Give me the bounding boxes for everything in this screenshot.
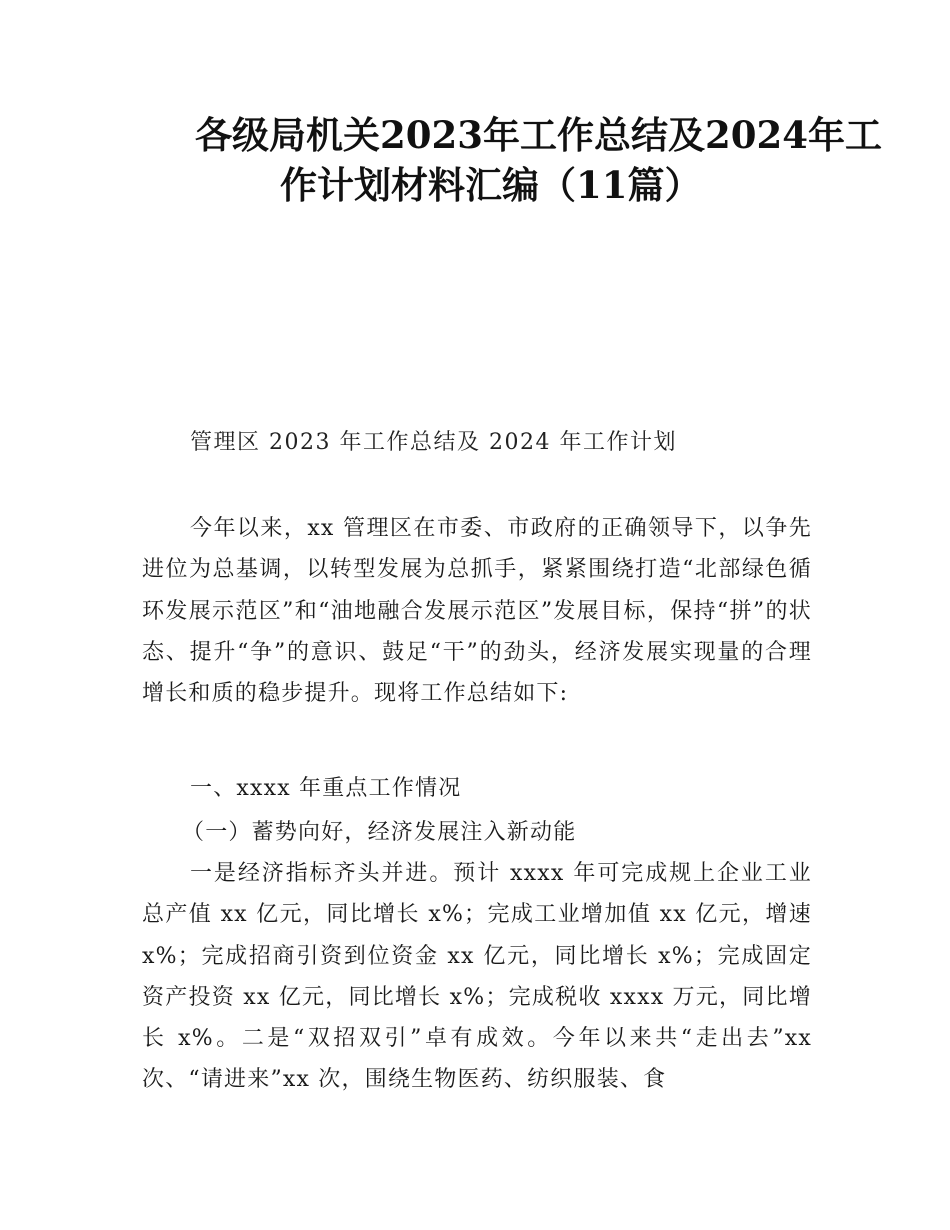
subsection-heading: （一）蓄势向好，经济发展注入新动能 <box>182 820 577 845</box>
intro-paragraph: 今年以来，xx 管理区在市委、市政府的正确领导下，以争先进位为总基调，以转型发展为总抓手，紧紧围绕打造“北部绿色循环发展示范区”和“油地融合发展示范区”发展目标，保持“拼”的状态、提升“争”的意识、鼓足“干”的劲头，经济发展实现量的合理增长和质的稳步提升。现将工作总结如下: <box>142 516 812 707</box>
body-paragraph: 一是经济指标齐头并进。预计 xxxx 年可完成规上企业工业总产值 xx 亿元，同比增长 x%；完成工业增加值 xx 亿元，增速 x%；完成招商引资到位资金 xx 亿元，同比增长 x%；完成固定资产投资 xx 亿元，同比增长 x%；完成税收 xxxx 万元，同比增长 x%。二是“双招双引”卓有成效。今年以来共“走出去”xx 次、“请进来”xx 次，围绕生物医药、纺织服装、食 <box>142 861 812 1093</box>
section-heading: 一、xxxx 年重点工作情况 <box>190 776 462 801</box>
section-subtitle: 管理区 2023 年工作总结及 2024 年工作计划 <box>190 430 677 455</box>
document-title <box>150 110 882 210</box>
document-title-line-2: 作计划材料汇编（11篇） <box>280 163 702 207</box>
document-title-line-1: 各级局机关2023年工作总结及2024年工 <box>195 113 882 157</box>
